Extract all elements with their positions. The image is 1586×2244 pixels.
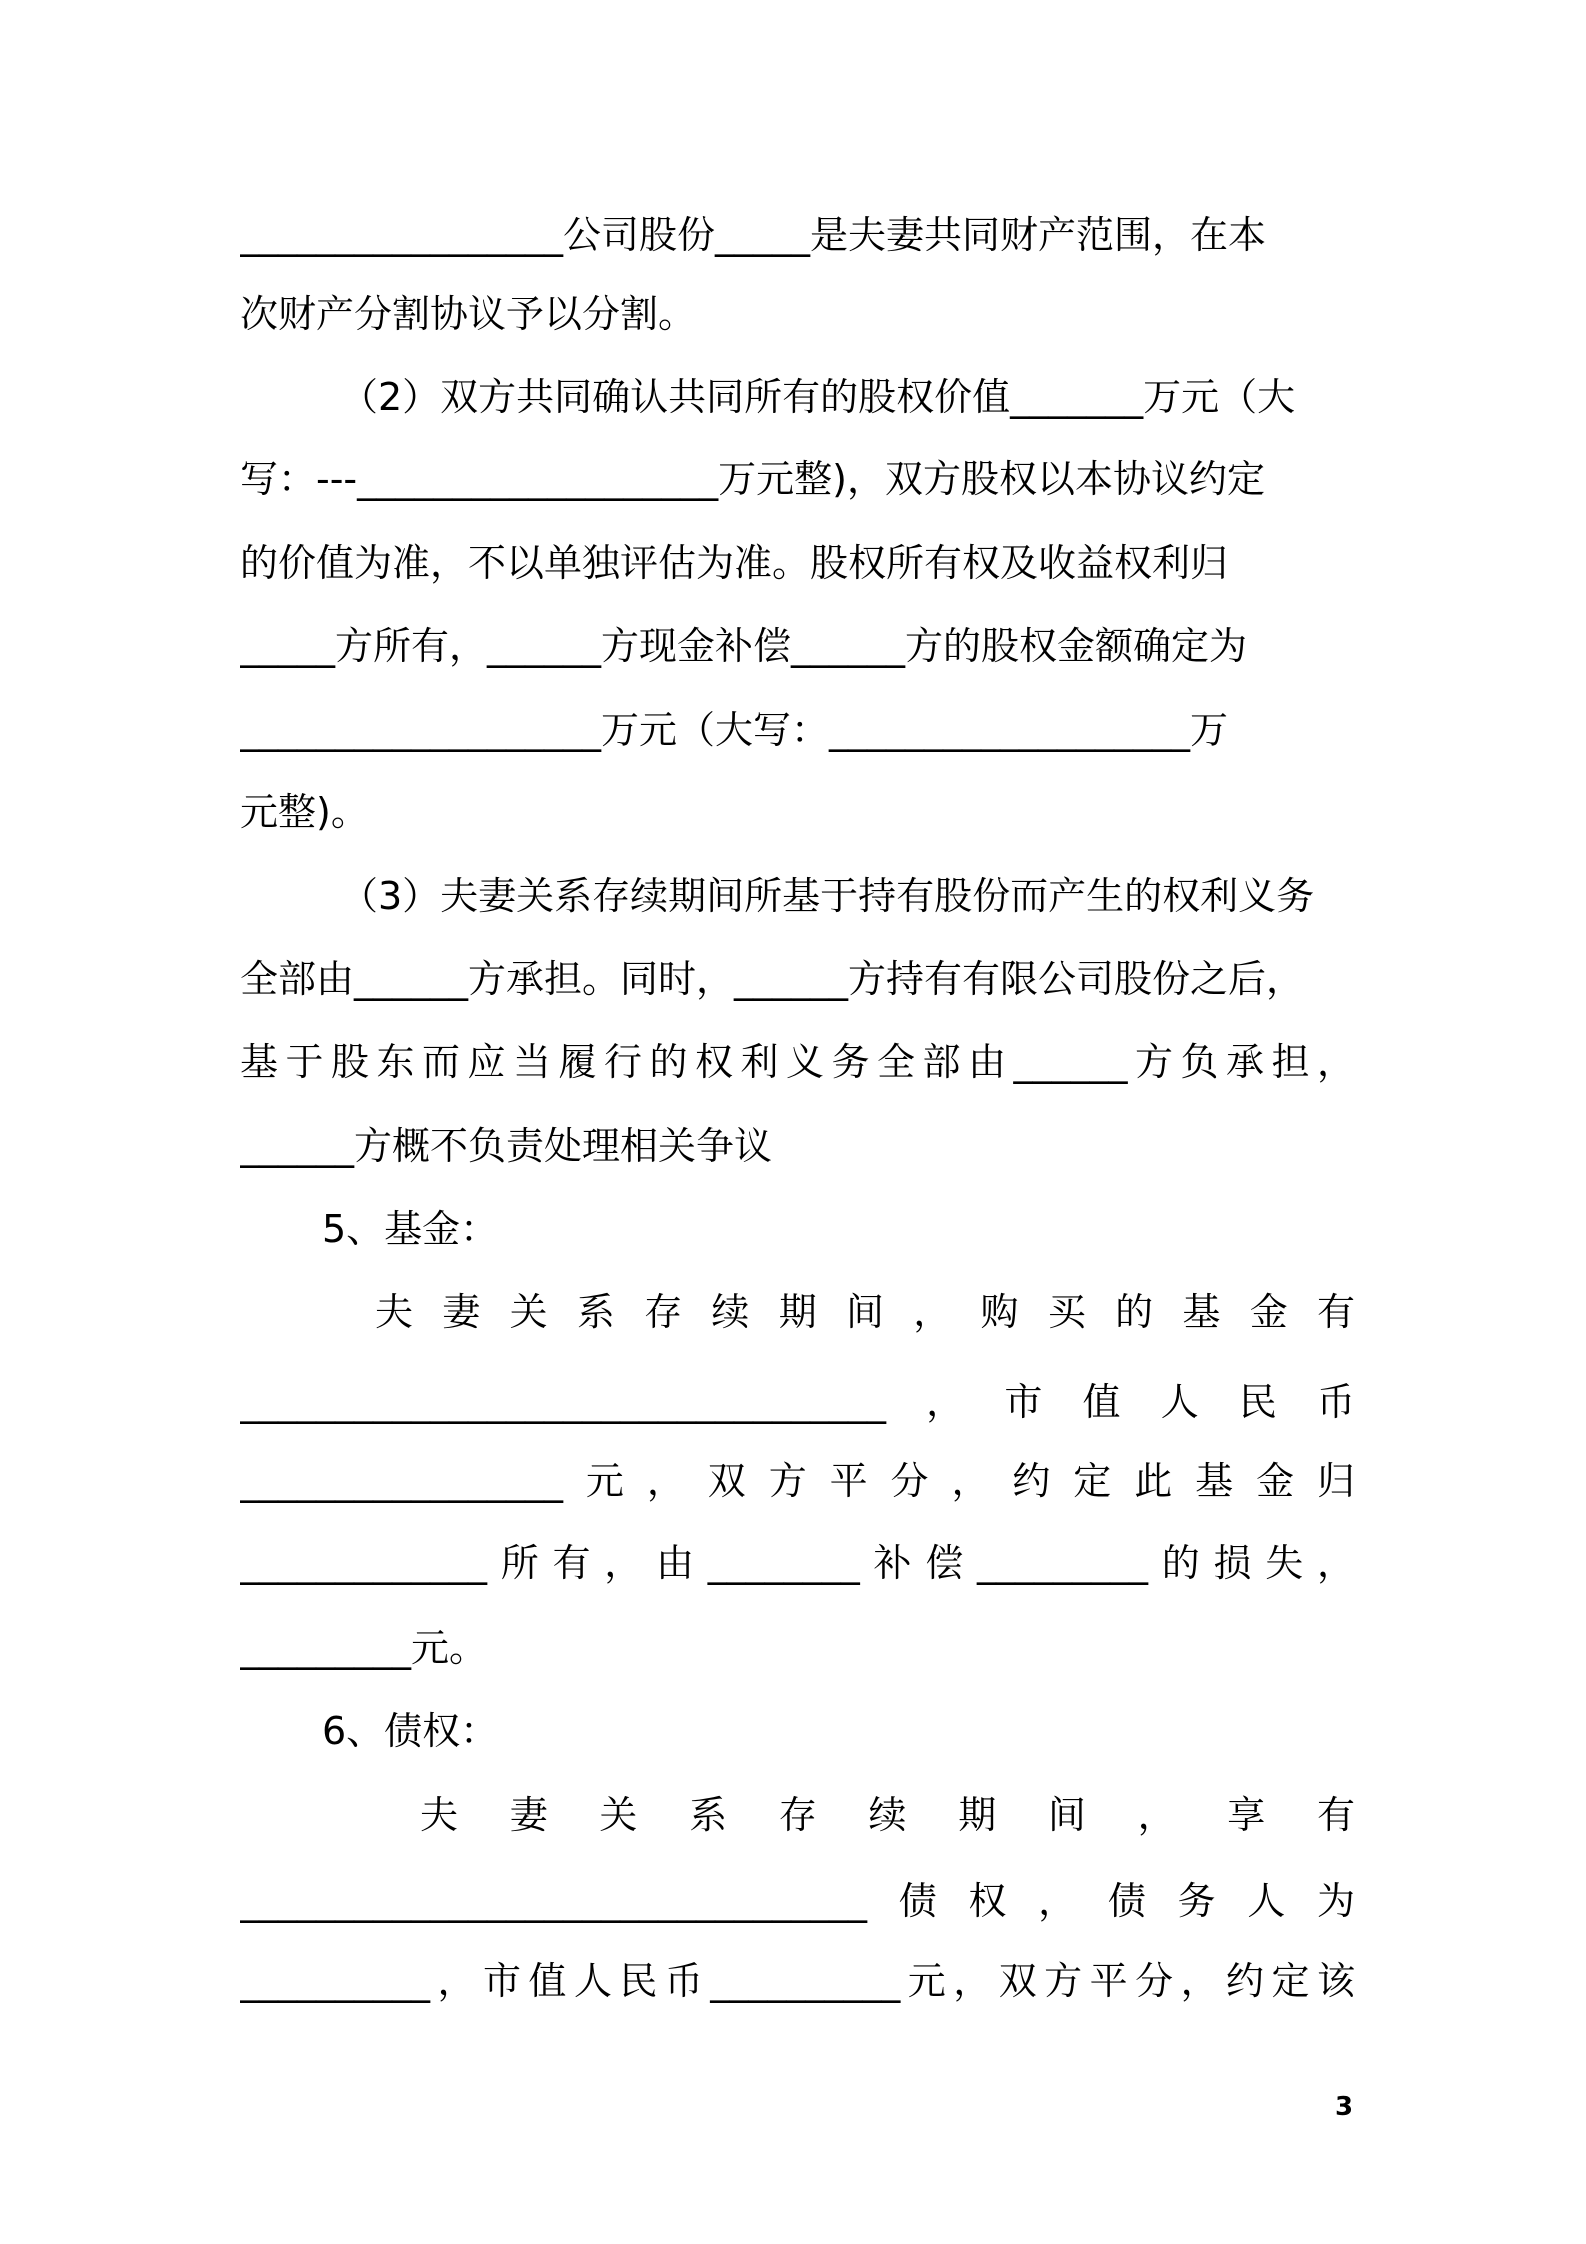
section-heading: 5、基金：: [322, 1207, 499, 1251]
text-line: 基于股东而应当履行的权利义务全部由______方负承担，: [240, 1040, 1355, 1084]
text-line: （3）夫妻关系存续期间所基于持有股份而产生的权利义务: [340, 874, 1315, 918]
text-line: _________________________________债权，债务人为: [240, 1879, 1355, 1923]
text-line: _____方所有，______方现金补偿______方的股权金额确定为: [240, 624, 1248, 668]
text-line: 的价值为准，不以单独评估为准。股权所有权及收益权利归: [240, 541, 1229, 585]
text-line: _____________所有，由________补偿_________的损失，: [240, 1541, 1355, 1585]
text-line: 夫妻关系存续期间，购买的基金有: [375, 1290, 1355, 1334]
page-number: 3: [1335, 2092, 1354, 2122]
text-line: ______方概不负责处理相关争议: [240, 1124, 773, 1168]
text-line: 全部由______方承担。同时，______方持有有限公司股份之后，: [240, 957, 1305, 1001]
text-line: 写：---___________________万元整)，双方股权以本协议约定: [240, 457, 1265, 501]
text-line: 元整)。: [240, 790, 369, 834]
text-line: _________________元，双方平分，约定此基金归: [240, 1459, 1355, 1503]
text-line: __________，市值人民币__________元，双方平分，约定该: [240, 1959, 1355, 2003]
text-line: 夫妻关系存续期间，享有: [420, 1793, 1355, 1837]
text-line: ___________________万元（大写：___________________万: [240, 708, 1229, 752]
text-line: __________________________________，市值人民币: [240, 1380, 1355, 1424]
text-line: _________________公司股份_____是夫妻共同财产范围，在本: [240, 213, 1267, 257]
text-line: _________元。: [240, 1626, 488, 1670]
text-line: （2）双方共同确认共同所有的股权价值_______万元（大: [340, 375, 1296, 419]
section-heading: 6、债权：: [322, 1709, 499, 1753]
text-line: 次财产分割协议予以分割。: [240, 292, 697, 336]
